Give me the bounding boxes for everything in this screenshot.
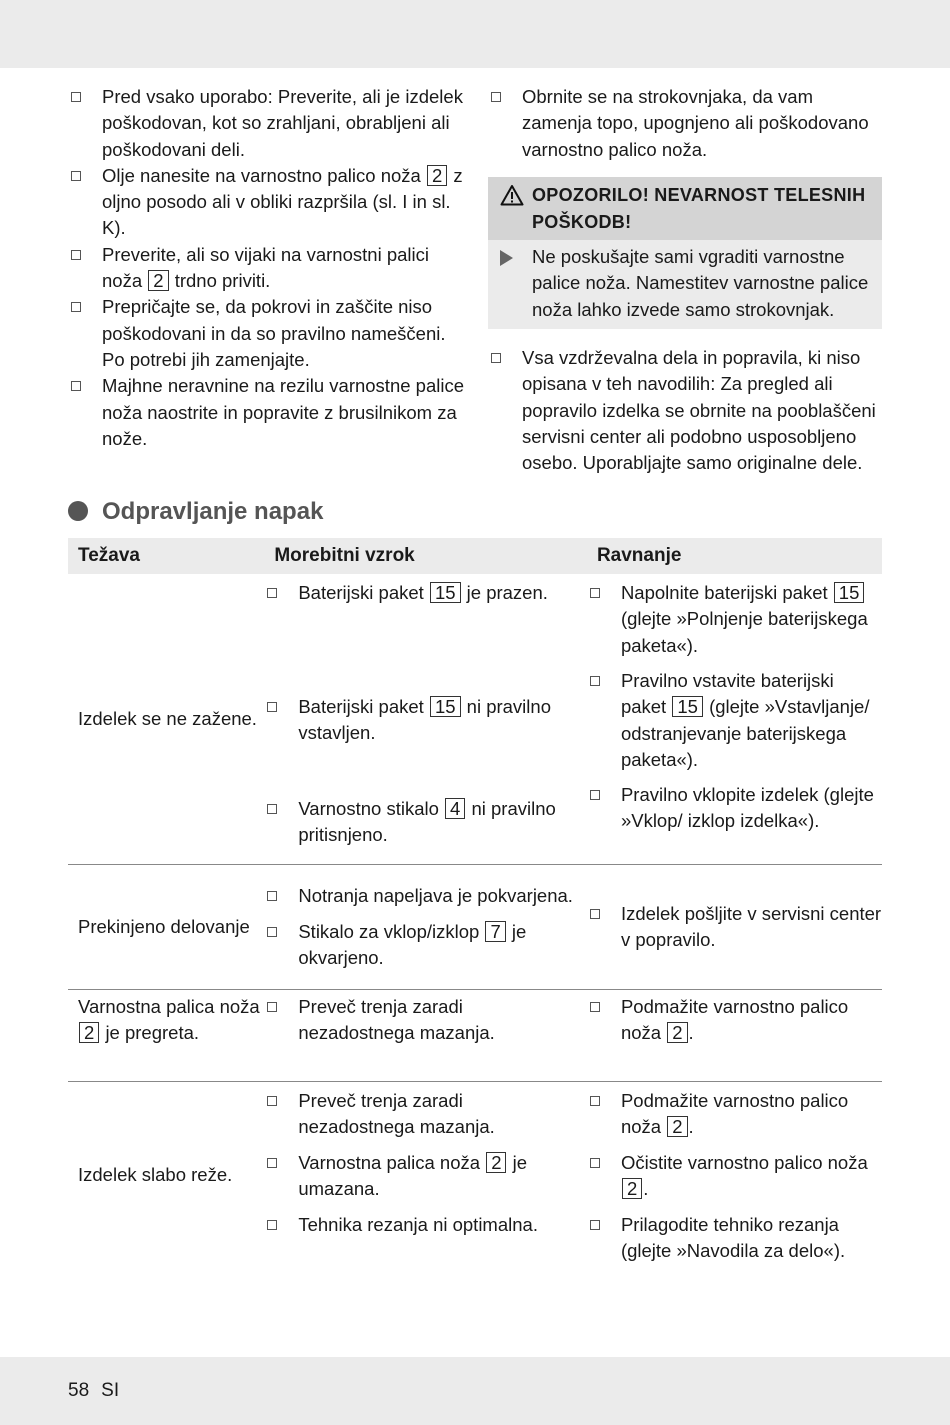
part-ref: 15 xyxy=(430,696,461,717)
checkbox-square-icon xyxy=(71,171,81,181)
table-header-row xyxy=(68,538,882,574)
cause-cell xyxy=(264,865,587,990)
cause-cell xyxy=(264,574,587,865)
list-item: Tehnika rezanja ni optimalna. xyxy=(264,1212,577,1238)
remedy-cell xyxy=(587,1082,882,1269)
list-item: Baterijski paket 15 je prazen. xyxy=(264,580,577,606)
list-item: Varnostno stikalo 4 ni pravilno pritisnjeno. xyxy=(264,796,577,849)
checkbox-square-icon xyxy=(267,927,277,937)
maintenance-list-right xyxy=(488,84,882,163)
checkbox-square-icon xyxy=(267,1158,277,1168)
list-item: Prilagodite tehniko rezanja (glejte »Navodila za delo«). xyxy=(587,1212,882,1265)
checkbox-square-icon xyxy=(590,1096,600,1106)
list-item: Baterijski paket 15 ni pravilno vstavljen. xyxy=(264,694,577,747)
part-ref: 15 xyxy=(834,582,865,603)
checkbox-square-icon xyxy=(590,790,600,800)
remedy-cell xyxy=(587,990,882,1082)
list-item: Varnostna palica noža 2 je umazana. xyxy=(264,1150,577,1203)
checkbox-square-icon xyxy=(267,804,277,814)
checkbox-square-icon xyxy=(267,891,277,901)
part-ref: 7 xyxy=(485,921,505,942)
checkbox-square-icon xyxy=(590,1158,600,1168)
part-ref: 2 xyxy=(486,1152,506,1173)
checkbox-square-icon xyxy=(71,381,81,391)
cause-cell xyxy=(264,1082,587,1269)
arrow-right-icon xyxy=(500,250,513,266)
part-ref: 2 xyxy=(622,1178,642,1199)
list-item: Pred vsako uporabo: Preverite, ali je izdelek poškodovan, kot so zrahljani, obrabljeni ali poškodovani deli. xyxy=(68,84,468,163)
section-title: Odpravljanje napak xyxy=(68,498,323,526)
checkbox-square-icon xyxy=(590,588,600,598)
list-item: Preverite, ali so vijaki na varnostni palici noža 2 trdno priviti. xyxy=(68,242,468,295)
footer-band xyxy=(0,1357,950,1425)
list-item: Stikalo za vklop/izklop 7 je okvarjeno. xyxy=(264,919,577,972)
checkbox-square-icon xyxy=(71,302,81,312)
warning-title: OPOZORILO! NEVARNOST TELESNIH POŠKODB! xyxy=(488,177,882,240)
checkbox-square-icon xyxy=(590,909,600,919)
warning-text: Ne poskušajte sami vgraditi varnostne palice noža. Namestitev varnostne palice noža lahko izvede samo strokovnjak. xyxy=(488,240,882,329)
list-item: Vsa vzdrževalna dela in popravila, ki niso opisana v teh navodilih: Za pregled ali popravilo izdelka se obrnite na pooblaščeni servisni center ali podobno usposobljeno osebo. Uporabljajte samo originalne dele. xyxy=(488,345,882,476)
remedy-cell xyxy=(587,574,882,865)
list-item: Podmažite varnostno palico noža 2 . xyxy=(587,1088,882,1141)
part-ref: 2 xyxy=(667,1116,687,1137)
column-header: Ravnanje xyxy=(587,538,882,574)
list-item: Napolnite baterijski paket 15 (glejte »Polnjenje baterijskega paketa«). xyxy=(587,580,882,659)
list-item: Pravilno vklopite izdelek (glejte »Vklop/ izklop izdelka«). xyxy=(587,782,882,835)
checkbox-square-icon xyxy=(491,92,501,102)
column-header: Težava xyxy=(68,538,264,574)
maintenance-list-right-2 xyxy=(488,345,882,476)
maintenance-list-left xyxy=(68,84,468,452)
bullet-dot-icon xyxy=(68,501,88,521)
checkbox-square-icon xyxy=(267,1220,277,1230)
column-header: Morebitni vzrok xyxy=(264,538,587,574)
checkbox-square-icon xyxy=(590,1220,600,1230)
problem-cell: Izdelek slabo reže. xyxy=(78,1163,233,1185)
troubleshooting-table xyxy=(68,538,882,1268)
table-row xyxy=(68,1082,882,1269)
list-item: Izdelek pošljite v servisni center v popravilo. xyxy=(587,901,882,954)
problem-cell: Varnostna palica noža 2 je pregreta. xyxy=(78,996,260,1044)
checkbox-square-icon xyxy=(267,1002,277,1012)
list-item: Preveč trenja zaradi nezadostnega mazanja. xyxy=(264,1088,577,1141)
checkbox-square-icon xyxy=(71,250,81,260)
warning-box xyxy=(488,177,882,329)
checkbox-square-icon xyxy=(267,1096,277,1106)
list-item: Prepričajte se, da pokrovi in zaščite niso poškodovani in da so pravilno nameščeni. Po potrebi jih zamenjajte. xyxy=(68,294,468,373)
list-item: Pravilno vstavite baterijski paket 15 (glejte »Vstavljanje/ odstranjevanje baterijskega paketa«). xyxy=(587,668,882,773)
header-band xyxy=(0,0,950,68)
page-number: 58 xyxy=(68,1380,90,1401)
list-item: Preveč trenja zaradi nezadostnega mazanja. xyxy=(264,994,587,1047)
checkbox-square-icon xyxy=(590,676,600,686)
part-ref: 2 xyxy=(667,1022,687,1043)
checkbox-square-icon xyxy=(267,588,277,598)
problem-cell: Prekinjeno delovanje xyxy=(78,915,250,937)
problem-cell: Izdelek se ne zažene. xyxy=(78,707,257,729)
checkbox-square-icon xyxy=(71,92,81,102)
list-item: Notranja napeljava je pokvarjena. xyxy=(264,883,577,909)
list-item: Obrnite se na strokovnjaka, da vam zamenja topo, upognjeno ali poškodovano varnostno palico noža. xyxy=(488,84,882,163)
list-item: Očistite varnostno palico noža 2 . xyxy=(587,1150,882,1203)
part-ref: 15 xyxy=(672,696,703,717)
page-footer xyxy=(68,1380,119,1402)
part-ref: 15 xyxy=(430,582,461,603)
table-row xyxy=(68,865,882,990)
remedy-cell xyxy=(587,865,882,990)
table-row xyxy=(68,574,882,865)
list-item: Olje nanesite na varnostno palico noža 2 z oljno posodo ali v obliki razpršila (sl. I in sl. K). xyxy=(68,163,468,242)
cause-cell xyxy=(264,990,587,1082)
table-row xyxy=(68,990,882,1082)
list-item: Podmažite varnostno palico noža 2 . xyxy=(587,994,882,1047)
part-ref: 2 xyxy=(148,270,168,291)
warning-triangle-icon xyxy=(500,184,524,206)
part-ref: 2 xyxy=(79,1022,99,1043)
list-item: Majhne neravnine na rezilu varnostne palice noža naostrite in popravite z brusilnikom za nože. xyxy=(68,373,468,452)
language-code: SI xyxy=(101,1380,120,1401)
checkbox-square-icon xyxy=(267,702,277,712)
part-ref: 2 xyxy=(427,165,447,186)
checkbox-square-icon xyxy=(590,1002,600,1012)
checkbox-square-icon xyxy=(491,353,501,363)
part-ref: 4 xyxy=(445,798,465,819)
